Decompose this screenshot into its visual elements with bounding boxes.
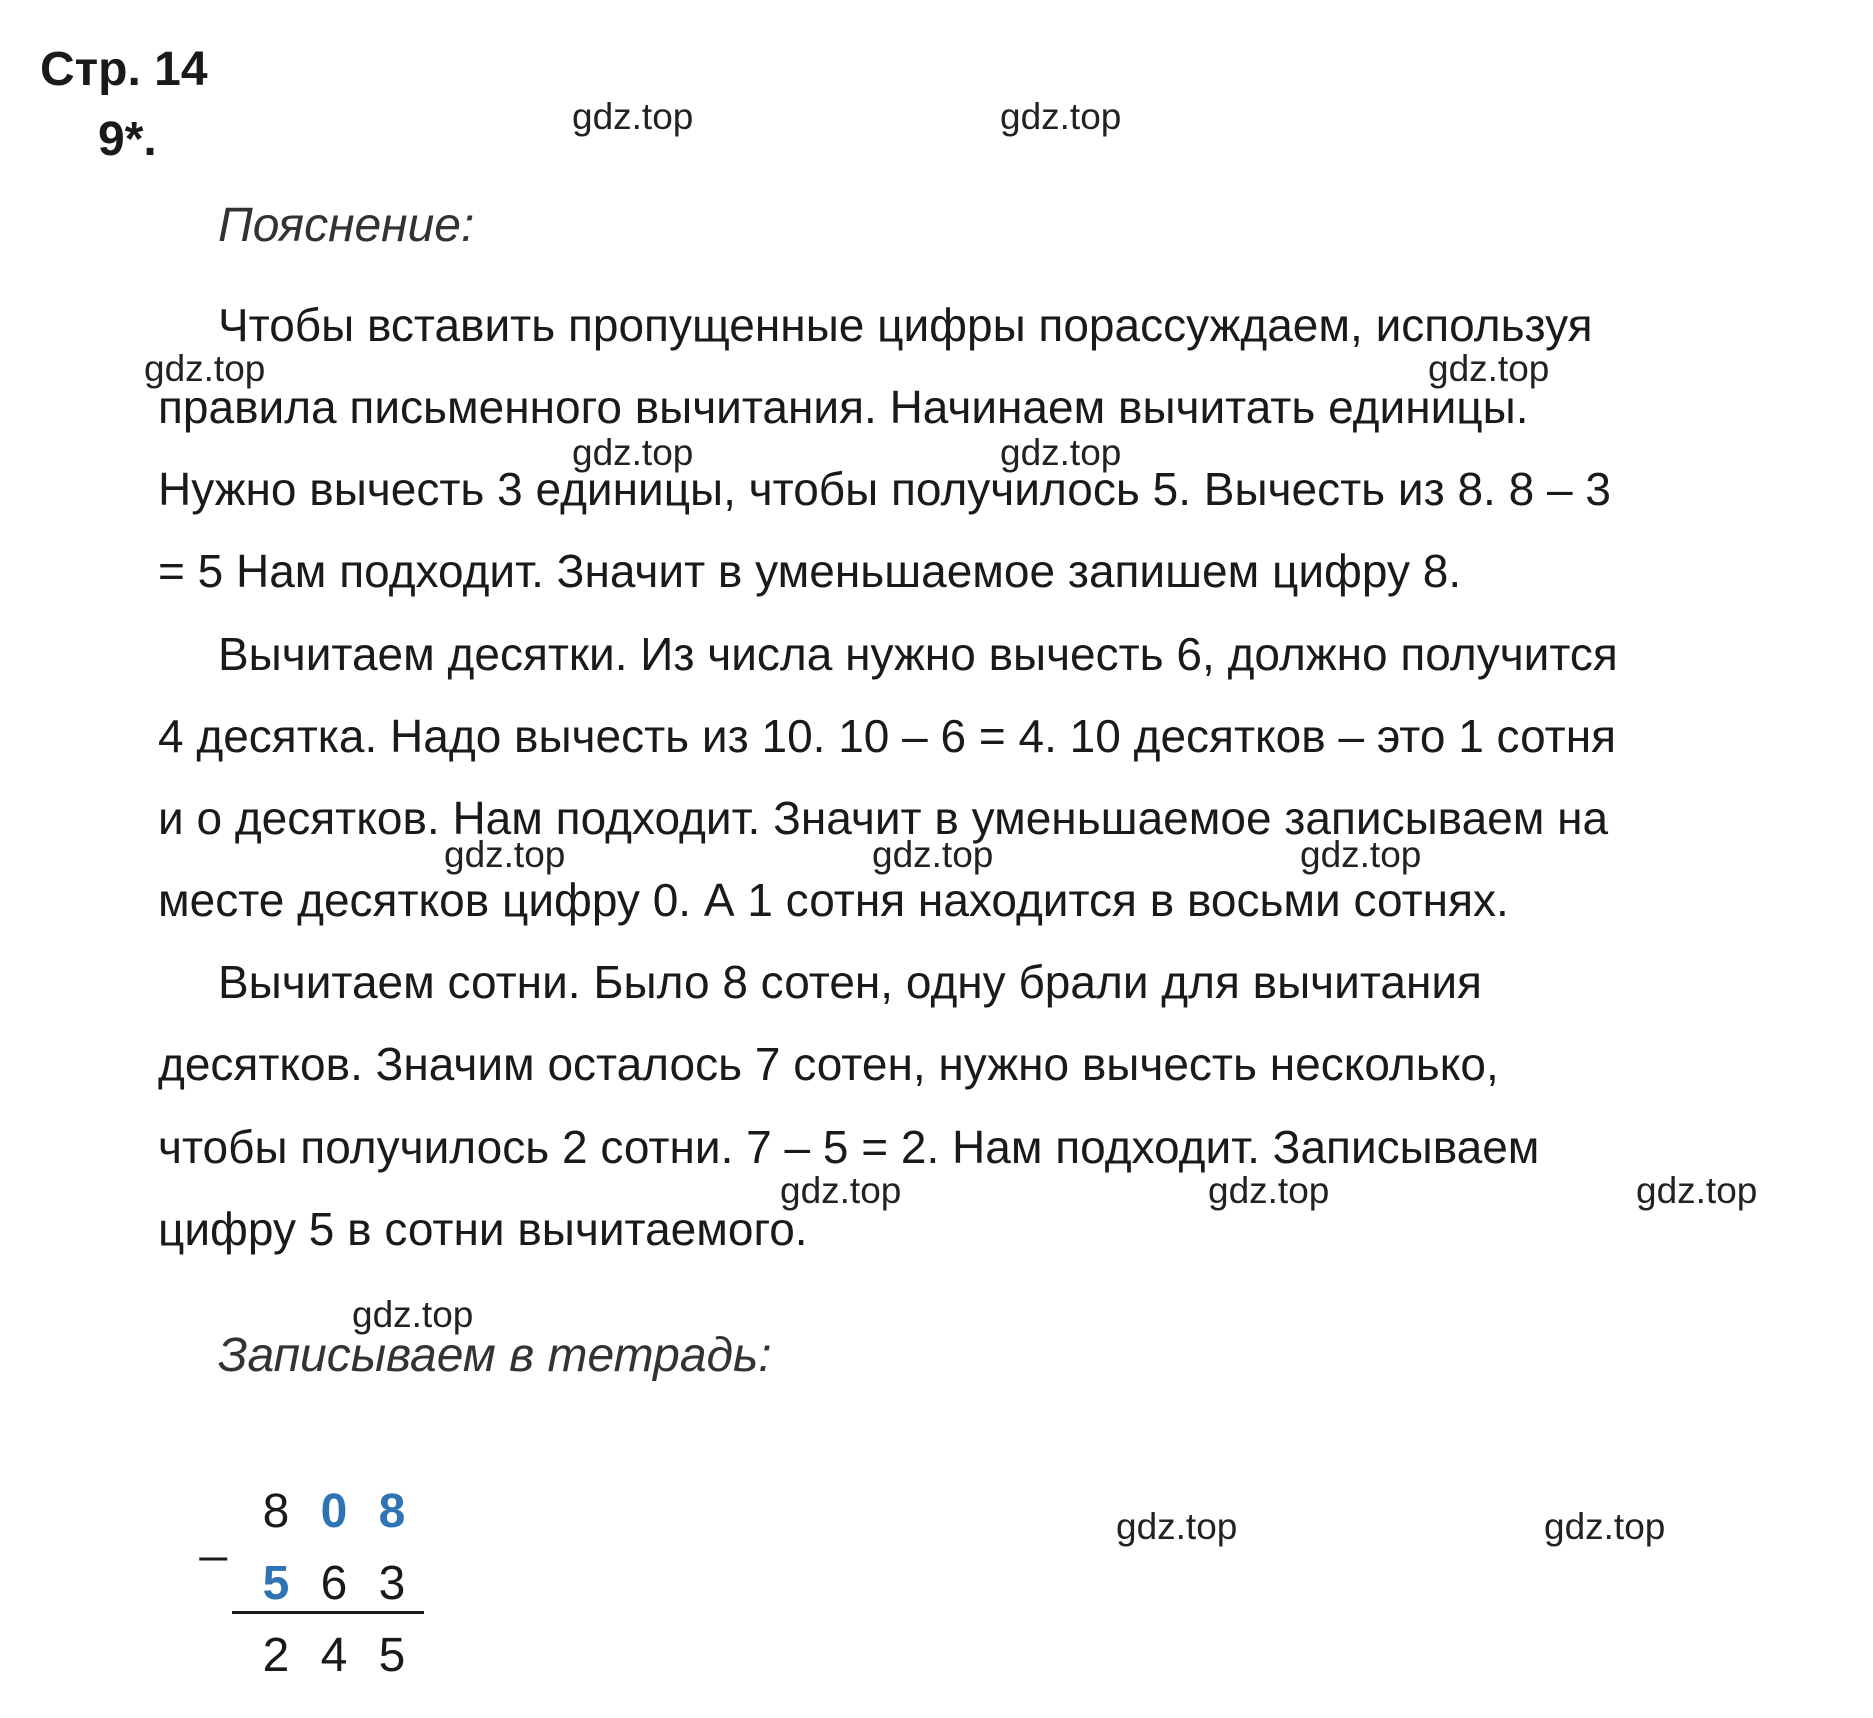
explanation-line: и о десятков. Нам подходит. Значит в уменьшаемое записываем на [158, 792, 1609, 844]
difference-digit: 5 [378, 1629, 406, 1682]
notebook-heading: Записываем в тетрадь: [218, 1329, 772, 1382]
subtraction-line [232, 1611, 424, 1614]
explanation-heading: Пояснение: [218, 199, 475, 252]
minuend-digit-filled: 0 [320, 1485, 348, 1538]
watermark: gdz.top [572, 96, 694, 137]
watermark: gdz.top [1300, 834, 1422, 875]
explanation-line: правила письменного вычитания. Начинаем вычитать единицы. [158, 381, 1529, 433]
minuend-digit-filled: 8 [378, 1485, 406, 1538]
watermark: gdz.top [1208, 1170, 1330, 1211]
explanation-line: Вычитаем сотни. Было 8 сотен, одну брали для вычитания [218, 956, 1482, 1008]
subtrahend-digit: 3 [378, 1557, 406, 1610]
watermark: gdz.top [352, 1294, 474, 1335]
minuend-digit: 8 [262, 1485, 290, 1538]
page-title: Стр. 14 [40, 43, 208, 96]
watermark: gdz.top [1544, 1506, 1666, 1547]
watermark: gdz.top [1116, 1506, 1238, 1547]
watermark: gdz.top [780, 1170, 902, 1211]
difference-digit: 2 [262, 1629, 290, 1682]
explanation-line: 4 десятка. Надо вычесть из 10. 10 – 6 = 4. 10 десятков – это 1 сотня [158, 710, 1617, 762]
watermark: gdz.top [1636, 1170, 1758, 1211]
watermark: gdz.top [144, 348, 266, 389]
difference-digit: 4 [320, 1629, 348, 1682]
watermark: gdz.top [444, 834, 566, 875]
minus-sign: _ [200, 1509, 227, 1562]
explanation-line: Чтобы вставить пропущенные цифры порассуждаем, используя [218, 299, 1593, 351]
task-number: 9*. [98, 113, 157, 166]
explanation-line: месте десятков цифру 0. А 1 сотня находится в восьми сотнях. [158, 874, 1509, 926]
explanation-line: десятков. Значим осталось 7 сотен, нужно вычесть несколько, [158, 1038, 1499, 1090]
watermark: gdz.top [1000, 96, 1122, 137]
watermark: gdz.top [572, 432, 694, 473]
watermark: gdz.top [872, 834, 994, 875]
subtrahend-digit-filled: 5 [262, 1557, 290, 1610]
subtrahend-digit: 6 [320, 1557, 348, 1610]
explanation-line: цифру 5 в сотни вычитаемого. [158, 1203, 808, 1255]
explanation-line: Нужно вычесть 3 единицы, чтобы получилось 5. Вычесть из 8. 8 – 3 [158, 463, 1611, 515]
watermark: gdz.top [1000, 432, 1122, 473]
explanation-line: = 5 Нам подходит. Значит в уменьшаемое запишем цифру 8. [158, 545, 1462, 597]
explanation-line: Вычитаем десятки. Из числа нужно вычесть 6, должно получится [218, 628, 1618, 680]
watermark: gdz.top [1428, 348, 1550, 389]
explanation-line: чтобы получилось 2 сотни. 7 – 5 = 2. Нам подходит. Записываем [158, 1121, 1540, 1173]
